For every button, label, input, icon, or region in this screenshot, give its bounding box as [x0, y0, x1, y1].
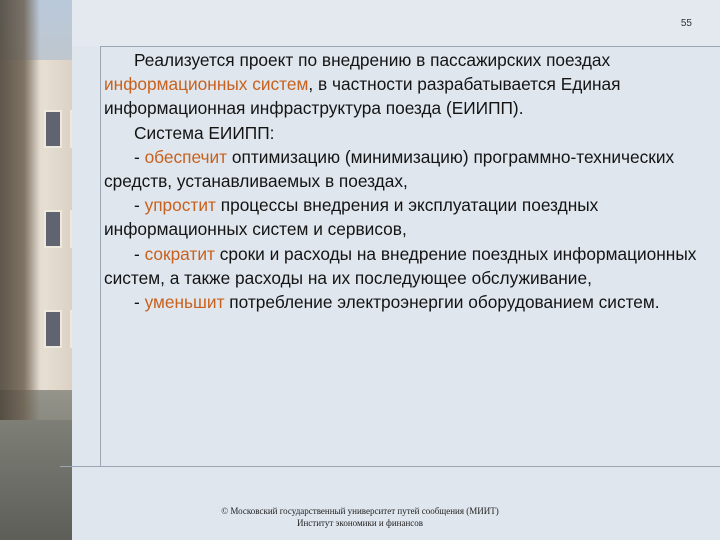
list-item-text: оптимизацию (минимизацию) программно-технических средств, устанавливаемых в поездах, — [104, 146, 675, 192]
footer-institute: Институт экономики и финансов — [296, 518, 424, 528]
footer — [200, 505, 520, 529]
footer-rule — [60, 466, 720, 467]
list-dash: - — [134, 195, 145, 216]
system-heading: Система ЕИИПП: — [134, 122, 275, 143]
list-item — [104, 290, 704, 314]
intro-text-end: , в частности разрабатывается Единая информационная инфраструктура поезда (ЕИИПП). — [104, 74, 621, 119]
list-item-text: сроки и расходы на внедрение поездных информационных систем, а также расходы на их последующее обслуживание, — [104, 243, 697, 288]
slide-body — [104, 48, 704, 314]
list-dash: - — [134, 243, 145, 264]
left-rule — [100, 46, 101, 466]
intro-text: Реализуется проект по внедрению в пассажирских поездах — [134, 50, 611, 70]
slide-number: 55 — [680, 18, 692, 29]
list-dash: - — [134, 146, 145, 167]
header-rule — [100, 46, 720, 47]
list-item-verb: упростит — [144, 195, 216, 216]
slide-header-band — [72, 0, 720, 46]
footer-copyright: © Московский государственный университет путей сообщения (МИИТ) — [221, 506, 499, 516]
window — [44, 110, 62, 148]
list-dash: - — [134, 292, 145, 313]
intro-paragraph — [104, 48, 704, 121]
list-item-verb: уменьшит — [144, 292, 225, 313]
window — [44, 210, 62, 248]
window — [44, 310, 62, 348]
list-item-verb: сократит — [144, 243, 215, 264]
list-item — [104, 145, 704, 193]
list-item — [104, 242, 704, 290]
list-item-text: процессы внедрения и эксплуатации поездных информационных систем и сервисов, — [104, 195, 599, 240]
list-item-verb: обеспечит — [144, 146, 228, 167]
intro-highlight: информационных систем — [104, 74, 309, 95]
list-item-text: потребление электроэнергии оборудованием систем. — [224, 292, 660, 313]
list-item — [104, 193, 704, 241]
